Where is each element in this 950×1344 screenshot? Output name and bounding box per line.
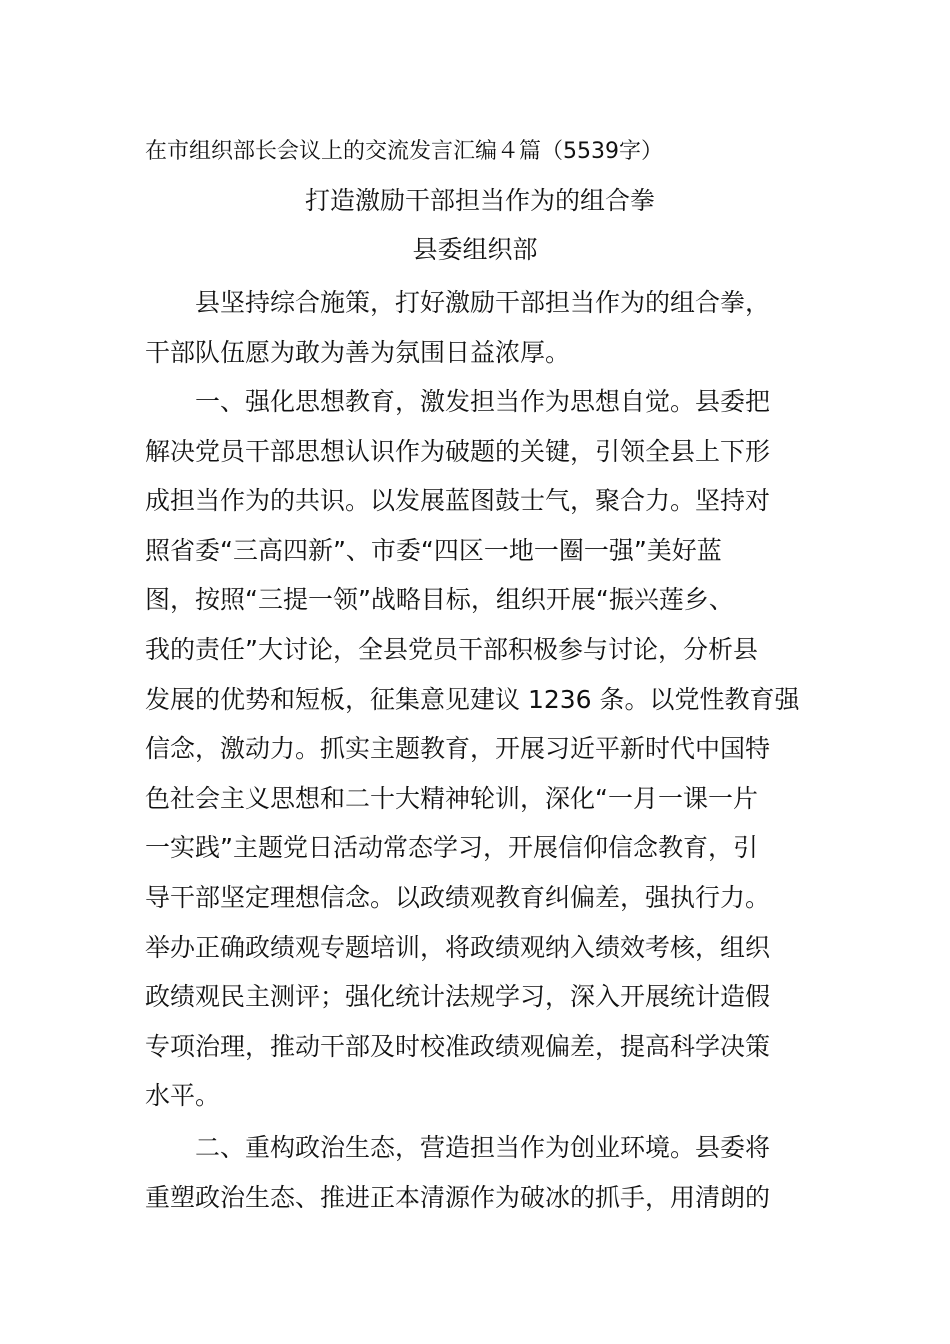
- text-line: 成担当作为的共识。以发展蓝图鼓士气，聚合力。坚持对: [145, 486, 771, 516]
- text-line: 重塑政治生态、推进正本清源作为破冰的抓手，用清朗的: [145, 1182, 771, 1212]
- text-line: 水平。: [145, 1081, 221, 1111]
- document-title: 在市组织部长会议上的交流发言汇编４篇（5539字）: [145, 139, 663, 164]
- text-line: 色社会主义思想和二十大精神轮训，深化“一月一课一片: [145, 783, 758, 813]
- text-line: 照省委“三高四新”、市委“四区一地一圈一强”美好蓝: [145, 535, 722, 565]
- text-line: 导干部坚定理想信念。以政绩观教育纠偏差，强执行力。: [145, 882, 771, 912]
- text-line: 县坚持综合施策，打好激励干部担当作为的组合拳，: [145, 288, 771, 317]
- text-line: 发展的优势和短板，征集意见建议 1236 条。以党性教育强: [145, 684, 800, 714]
- text-line: 解决党员干部思想认识作为破题的关键，引领全县上下形: [145, 436, 771, 466]
- text-line: 举办正确政绩观专题培训，将政绩观纳入绩效考核，组织: [145, 932, 771, 962]
- text-line: 二、重构政治生态，营造担当作为创业环境。县委将: [145, 1133, 771, 1162]
- text-line: 信念，激动力。抓实主题教育，开展习近平新时代中国特: [145, 734, 771, 764]
- text-line: 图，按照“三提一领”战略目标，组织开展“振兴莲乡、: [145, 585, 734, 615]
- paragraph-section-two: [145, 1123, 807, 1222]
- text-line: 一、强化思想教育，激发担当作为思想自觉。县委把: [145, 387, 771, 416]
- author-line: 县委组织部: [412, 235, 538, 264]
- text-line: 一实践”主题党日活动常态学习，开展信仰信念教育，引: [145, 833, 758, 863]
- paragraph-intro: [145, 278, 807, 377]
- text-line: 政绩观民主测评；强化统计法规学习，深入开展统计造假: [145, 982, 771, 1012]
- text-line: 干部队伍愿为敢为善为氛围日益浓厚。: [145, 337, 571, 367]
- article-title: 打造激励干部担当作为的组合拳: [304, 186, 655, 215]
- paragraph-section-one: [145, 377, 807, 1121]
- text-line: 专项治理，推动干部及时校准政绩观偏差，提高科学决策: [145, 1031, 771, 1061]
- text-line: 我的责任”大讨论，全县党员干部积极参与讨论，分析县: [145, 634, 758, 664]
